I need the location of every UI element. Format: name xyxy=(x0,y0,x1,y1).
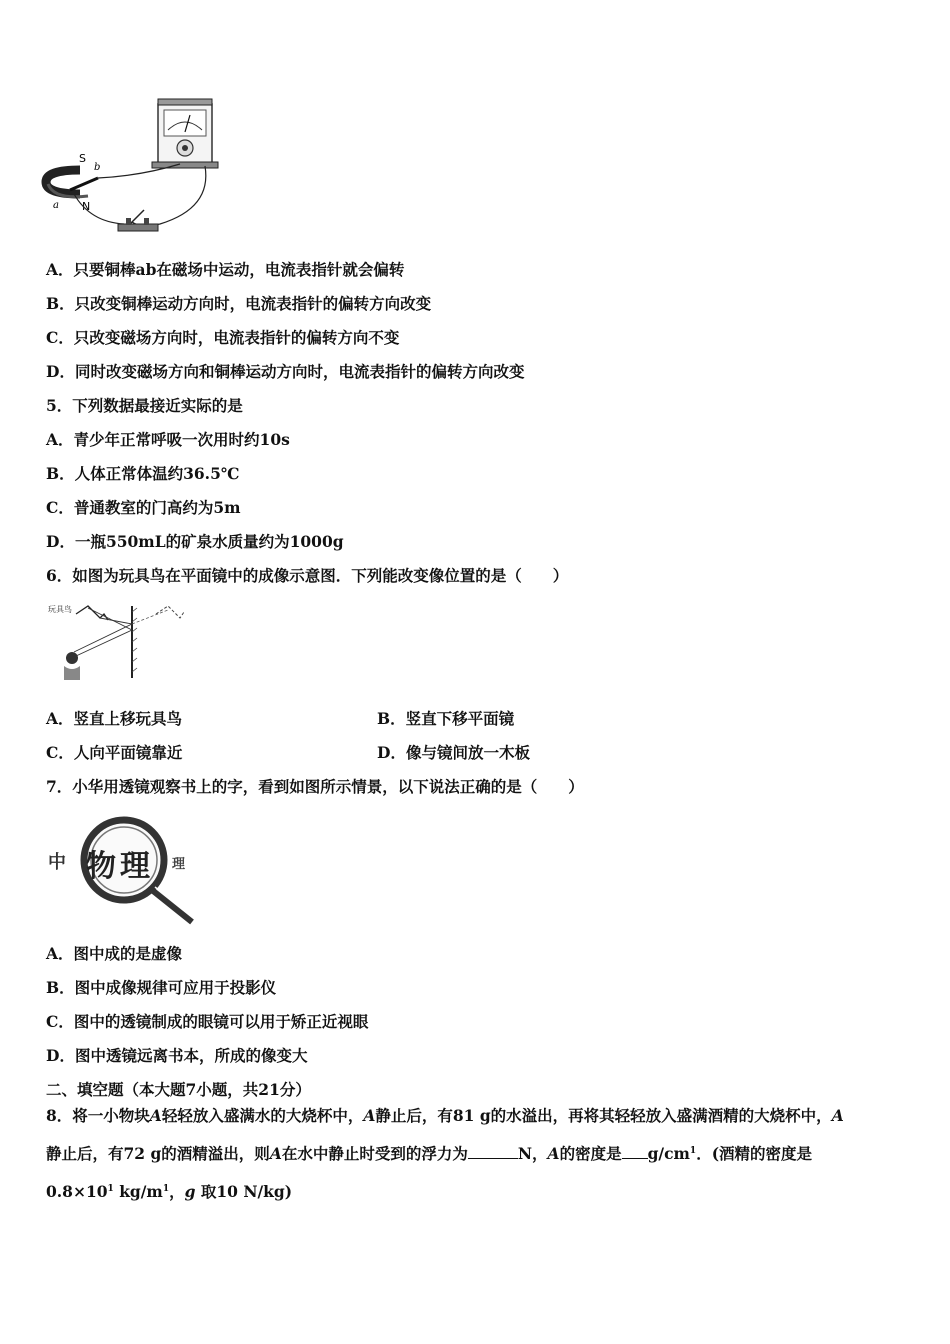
magnified-char-2: 理 xyxy=(120,849,150,884)
section-heading: 二、填空题（本大题7小题，共21分） xyxy=(46,1080,311,1099)
q7-stem: 7．小华用透镜观察书上的字，看到如图所示情景，以下说法正确的是（ ） xyxy=(46,777,584,796)
q6-option-a: A．竖直上移玩具鸟 xyxy=(46,709,183,728)
q5-option-c: C．普通教室的门高约为5m xyxy=(46,498,241,517)
q4-option-a: A．只要铜棒ab在磁场中运动，电流表指针就会偏转 xyxy=(46,260,405,279)
q7-option-a: A．图中成的是虚像 xyxy=(46,944,183,963)
text-right-char: 理 xyxy=(172,857,186,872)
toy-bird xyxy=(76,606,108,620)
q4-option-c: C．只改变磁场方向时，电流表指针的偏转方向不变 xyxy=(46,328,400,347)
horseshoe-magnet xyxy=(46,170,98,197)
q6-stem: 6．如图为玩具鸟在平面镜中的成像示意图．下列能改变像位置的是（ ） xyxy=(46,566,569,585)
magnifier-handle xyxy=(152,890,192,922)
galvanometer-circuit-figure xyxy=(40,98,220,243)
label-n: N xyxy=(82,200,91,213)
q6-option-b: B．竖直下移平面镜 xyxy=(377,709,515,728)
magnified-char-1: 物 xyxy=(86,849,116,884)
q5-stem: 5．下列数据最接近实际的是 xyxy=(46,396,243,415)
q7-option-b: B．图中成像规律可应用于投影仪 xyxy=(46,978,277,997)
q5-option-d: D．一瓶550mL的矿泉水质量约为1000g xyxy=(46,532,344,551)
q5-option-a: A．青少年正常呼吸一次用时约10s xyxy=(46,430,290,449)
galvanometer xyxy=(152,99,218,168)
magnifier-figure xyxy=(44,810,204,926)
bird-image xyxy=(156,606,184,618)
observer-head xyxy=(66,652,78,664)
density-blank[interactable] xyxy=(622,1144,648,1159)
label-s: S xyxy=(79,152,86,165)
label-b: b xyxy=(94,162,101,173)
q7-option-d: D．图中透镜远离书本，所成的像变大 xyxy=(46,1046,308,1065)
q6-option-c: C．人向平面镜靠近 xyxy=(46,743,183,762)
toy-bird-label: 玩具鸟 xyxy=(48,605,72,614)
text-left-char: 中 xyxy=(48,852,66,873)
buoyancy-blank[interactable] xyxy=(468,1144,518,1159)
q4-option-d: D．同时改变磁场方向和铜棒运动方向时，电流表指针的偏转方向改变 xyxy=(46,362,525,381)
q5-option-b: B．人体正常体温约36.5℃ xyxy=(46,464,240,483)
q4-option-b: B．只改变铜棒运动方向时，电流表指针的偏转方向改变 xyxy=(46,294,432,313)
mirror-bird-figure xyxy=(44,600,194,682)
q7-option-c: C．图中的透镜制成的眼镜可以用于矫正近视眼 xyxy=(46,1012,369,1031)
observer-body xyxy=(64,666,80,680)
q8-line-3: $0.8\times 10^1$ $kg/m^1$，g 取10 N/kg) xyxy=(46,1182,293,1201)
q8-line-1: 8．将一小物块A轻轻放入盛满水的大烧杯中，A静止后，有81 g的水溢出，再将其轻轻放入盛满酒精的大烧杯中，A xyxy=(46,1106,844,1125)
q8-line-2: 静止后，有72 g的酒精溢出，则A在水中静止时受到的浮力为 N，A的密度是 $g/cm^1$．(酒精的密度是 xyxy=(46,1144,813,1163)
switch xyxy=(118,210,158,231)
q6-option-d: D．像与镜间放一木板 xyxy=(377,743,530,762)
label-a: a xyxy=(53,200,59,211)
